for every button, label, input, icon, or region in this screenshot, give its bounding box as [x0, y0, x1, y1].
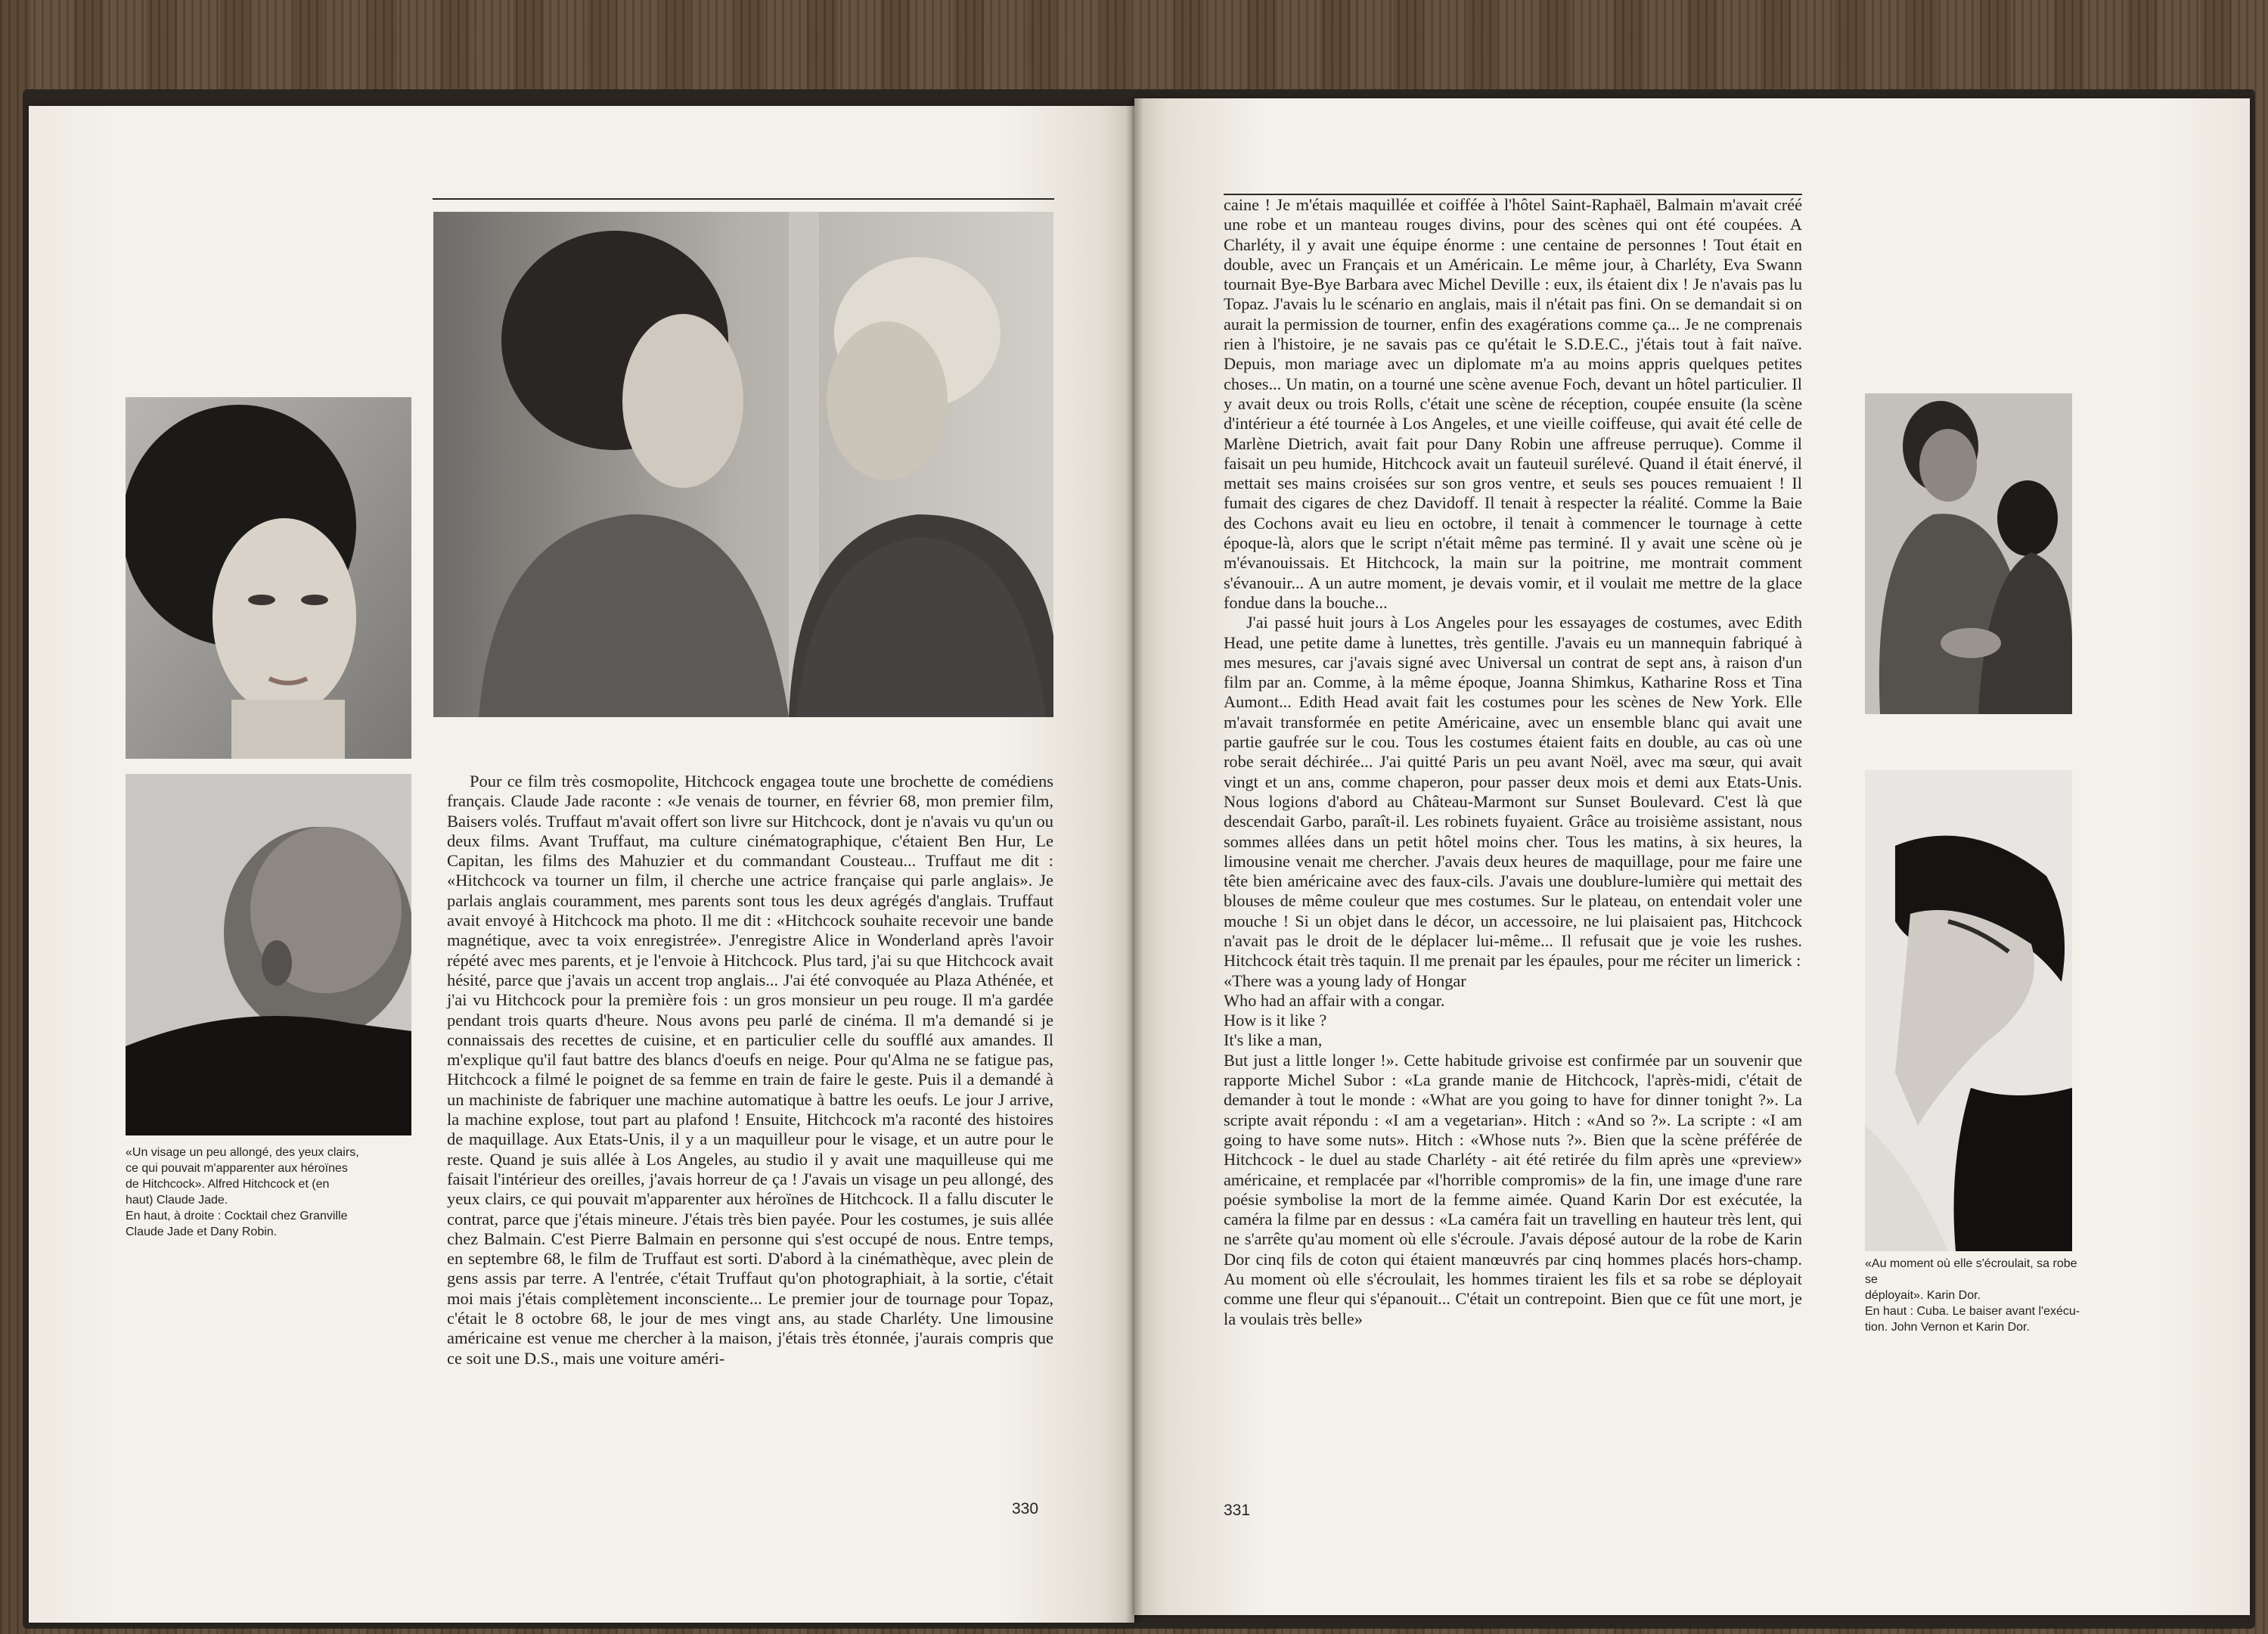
limerick-block: [1224, 971, 1802, 1051]
book-gutter: [1125, 98, 1143, 1623]
caption-line: En haut, à droite : Cocktail chez Granville: [126, 1210, 348, 1222]
right-photo-caption: [1865, 1256, 2092, 1335]
page-number-left: 330: [1012, 1500, 1039, 1518]
photo-embrace-john-vernon-karin-dor: [1865, 393, 2072, 714]
right-paragraph-1: caine ! Je m'étais maquillée et coiffée à l'hôtel Saint-Raphaël, Balmain m'avait créé une robe et un manteau rouges divins, pour des scènes qui ont été coupées. A Charléty, il y avait une équipe énorme : une centaine de personnes ! Tout était en double, avec un Français et un Américain. Le même jour, à Charléty, Eva Swann tournait Bye-Bye Barbara avec Michel Deville : eux, ils étaient dix ! Je n'avais pas lu Topaz. J'avais lu le scénario en anglais, mais il n'était pas fini. On se demandait si on aurait la permission de tourner, enfin des exagérations comme ça... Je ne comprenais rien à l'histoire, je ne savais pas ce qu'était le S.D.E.C., j'étais tout à fait naïve. Depuis, mon mariage avec un diplomate m'a au moins appris quelques petites choses... Un matin, on a tourné une scène avenue Foch, devant un hôtel particulier. Il y avait deux ou trois Rolls, c'était une scène de réception, coupée ensuite (la scène d'intérieur a été tournée à Los Angeles, et une vieille coiffeuse, qui avait été celle de Marlène Dietrich, avait fait pour Dany Robin une affreuse perruque). Comme il faisait un peu humide, Hitchcock avait un fauteuil surélevé. Quand il était énervé, il mettait ses mains croisées sur son gros ventre, et seuls ses pouces remuaient ! Il fumait des cigares de chez Davidoff. Il tenait à respecter la réalité. Comme la Baie des Cochons avait eu lieu en octobre, il tenait à commencer le tournage à cette époque-là, alors que le script n'était même pas terminé. Il y avait une scène où je m'évanouissais. Et Hitchcock, la main sur la poitrine, me montrait comment s'évanouir... A un autre moment, je devais vomir, et il voulait me mettre de la glace fondue dans la bouche...: [1224, 195, 1802, 612]
photo-two-women-cocktail: [433, 212, 1053, 717]
page-number-right: 331: [1224, 1502, 1251, 1519]
photo-portrait-alfred-hitchcock: [126, 774, 411, 1135]
limerick-line: «There was a young lady of Hongar: [1224, 971, 1466, 990]
left-article-column: [447, 772, 1053, 1368]
caption-line: de Hitchcock». Alfred Hitchcock et (en: [126, 1178, 330, 1191]
right-article-column: [1224, 195, 1802, 1329]
caption-line: «Au moment où elle s'écroulait, sa robe se: [1865, 1257, 2077, 1286]
caption-line: ce qui pouvait m'apparenter aux héroïnes: [126, 1162, 348, 1175]
caption-line: «Un visage un peu allongé, des yeux clairs,: [126, 1146, 359, 1159]
caption-line: tion. John Vernon et Karin Dor.: [1865, 1321, 2030, 1334]
limerick-line: How is it like ?: [1224, 1011, 1327, 1030]
right-paragraph-2: J'ai passé huit jours à Los Angeles pour les essayages de costumes, avec Edith Head, une petite dame à lunettes, très gentille. J'avais eu un mannequin fabriqué à mes mesures, car j'avais signé avec Universal un contrat de sept ans, à raison d'un film par an. Comme, à la même époque, Joanna Shimkus, Katharine Ross et Tina Aumont... Edith Head avait fait les costumes pour les scènes de New York. Elle m'avait transformée en petite Américaine, avec un ensemble blanc qui avait une partie gaufrée sur le cou. Tous les costumes étaient faits en double, au cas où une robe serait déchirée... J'ai quitté Paris un peu avant Noël, avec ma sœur, qui avait vingt et un ans, comme chaperon, pour passer deux mois et demi aux Etats-Unis. Nous logions d'abord au Château-Marmont sur Sunset Boulevard. C'est là que descendait Garbo, paraît-il. Les robinets fuyaient. Grâce au troisième assistant, nous sommes allées dans un petit hôtel moins cher. Tous les matins, à six heures, la limousine venait me chercher. J'avais deux heures de maquillage, pour me faire une tête bien américaine avec des faux-cils. J'avais une doublure-lumière qui mettait des blouses de même couleur que mes costumes. Sur le plateau, on entendait voler une mouche ! Si un objet dans le décor, un accessoire, ne lui plaisaient pas, Hitchcock n'avait pas le droit de le déplacer lui-même... Il refusait que je voie les rushes. Hitchcock était très taquin. Il me prenait par les épaules, pour me réciter un limerick :: [1224, 613, 1802, 971]
right-paragraph-3: But just a little longer !». Cette habitude grivoise est confirmée par un souvenir que rapporte Michel Subor : «La grande manie de Hitchcock, l'après-midi, c'était de demander à tout le monde : «What are you going to have for dinner tonight ?». La scripte avait répondu : «I am a vegetarian». Hitch : «And so ?». La scripte : «I am going to have some nuts». Hitch : «Whose nuts ?». Bien que la scène préférée de Hitchcock - le duel au stade Charléty - ait été retirée du film après une «preview» américaine, et remplacée par «l'horrible compromis» de la fin, une image d'une rare poésie symbolise la mort de la femme aimée. Quand Karin Dor est exécutée, la caméra la filme par en dessus : «La caméra fait un travelling en hauteur très lent, qui ne s'arrête qu'au moment où elle s'écroule. J'avais déposé autour de la robe de Karin Dor cinq fils de coton qui étaient manœuvrés par cinq hommes placés hors-champ. Au moment où elle s'écroulait, les hommes tiraient les fils et sa robe se déployait comme une fleur qui s'épanouit... C'était un contrepoint. Bien que ce fût une mort, je la voulais très belle»: [1224, 1050, 1802, 1328]
limerick-line: It's like a man,: [1224, 1030, 1323, 1050]
left-article-text: Pour ce film très cosmopolite, Hitchcock engagea toute une brochette de comédiens français. Claude Jade raconte : «Je venais de tourner, en février 68, mon premier film, Baisers volés. Truffaut m'avait offert son livre sur Hitchcock, dont je n'avais vu qu'un ou deux films. Avant Truffaut, ma culture cinématographique, c'étaient Ben Hur, Le Capitan, les films des Mahuzier et du commandant Cousteau... Truffaut me dit : «Hitchcock va tourner un film, il cherche une actrice française qui parle anglais». Je parlais anglais couramment, mes parents sont tous les deux agrégés d'anglais. Truffaut avait envoyé à Hitchcock ma photo. Il me dit : «Hitchcock souhaite recevoir une bande magnétique, avec ta voix enregistrée». J'enregistre Alice in Wonderland après l'avoir répété avec mes parents, et je l'envoie à Hitchcock. Plus tard, j'ai su que Hitchcock avait hésité, parce que j'avais un accent trop anglais... J'ai été convoquée au Plaza Athénée, et j'ai vu Hitchcock pour la première fois : un gros monsieur un peu rouge. Il m'a gardée pendant trois quarts d'heure. Nous avons peu parlé de cinéma. Il m'a demandé si je connaissais des recettes de cuisine, et en particulier celle du soufflé aux amandes. Il m'explique qu'il faut battre des blancs d'oeufs en neige. Pour qu'Alma ne se fatigue pas, Hitchcock a filmé le poignet de sa femme en train de faire le geste. Puis il a demandé à un machiniste de fabriquer une machine automatique à battre les oeufs. Le jour J arrive, la machine explose, tout part au plafond ! Ensuite, Hitchcock m'a raconté des histoires de maquillage. Aux Etats-Unis, il y a un maquilleur pour le visage, et un autre pour le reste. Quand je suis allée à Los Angeles, au studio il y avait une maquilleuse qui me faisait l'intérieur des oreilles, j'avais horreur de ça ! J'avais un visage un peu allongé, des yeux clairs, ce qui pouvait m'apparenter aux héroïnes de Hitchcock. Il a fallu discuter le contrat, parce que j'étais mineure. J'étais très bien payée. Pour les costumes, je suis allée chez Balmain. C'est Pierre Balmain en personne qui s'est occupé de nous. Entre temps, en septembre 68, le film de Truffaut est sorti. D'abord à la cinémathèque, avec plein de gens assis par terre. A l'entrée, c'était Truffaut qu'on photographiait, à la sortie, c'était moi mais j'étais complètement inconsciente... Le premier jour de tournage pour Topaz, c'était le 8 octobre 68, le jour de mes vingt ans, au stade Charléty. Une limousine américaine est venue me chercher à la maison, j'étais très étonnée, j'aurais compris que ce soit une D.S., mais une voiture améri-: [447, 772, 1053, 1368]
photo-portrait-claude-jade: [126, 397, 411, 759]
caption-line: En haut : Cuba. Le baiser avant l'exécu-: [1865, 1305, 2080, 1318]
limerick-line: Who had an affair with a congar.: [1224, 990, 1445, 1010]
caption-line: Claude Jade et Dany Robin.: [126, 1226, 278, 1238]
left-photo-caption: [126, 1145, 413, 1240]
top-rule-left: [433, 198, 1054, 200]
photo-karin-dor-head-back: [1865, 770, 2072, 1251]
caption-line: déployait». Karin Dor.: [1865, 1289, 1981, 1302]
caption-line: haut) Claude Jade.: [126, 1194, 228, 1207]
